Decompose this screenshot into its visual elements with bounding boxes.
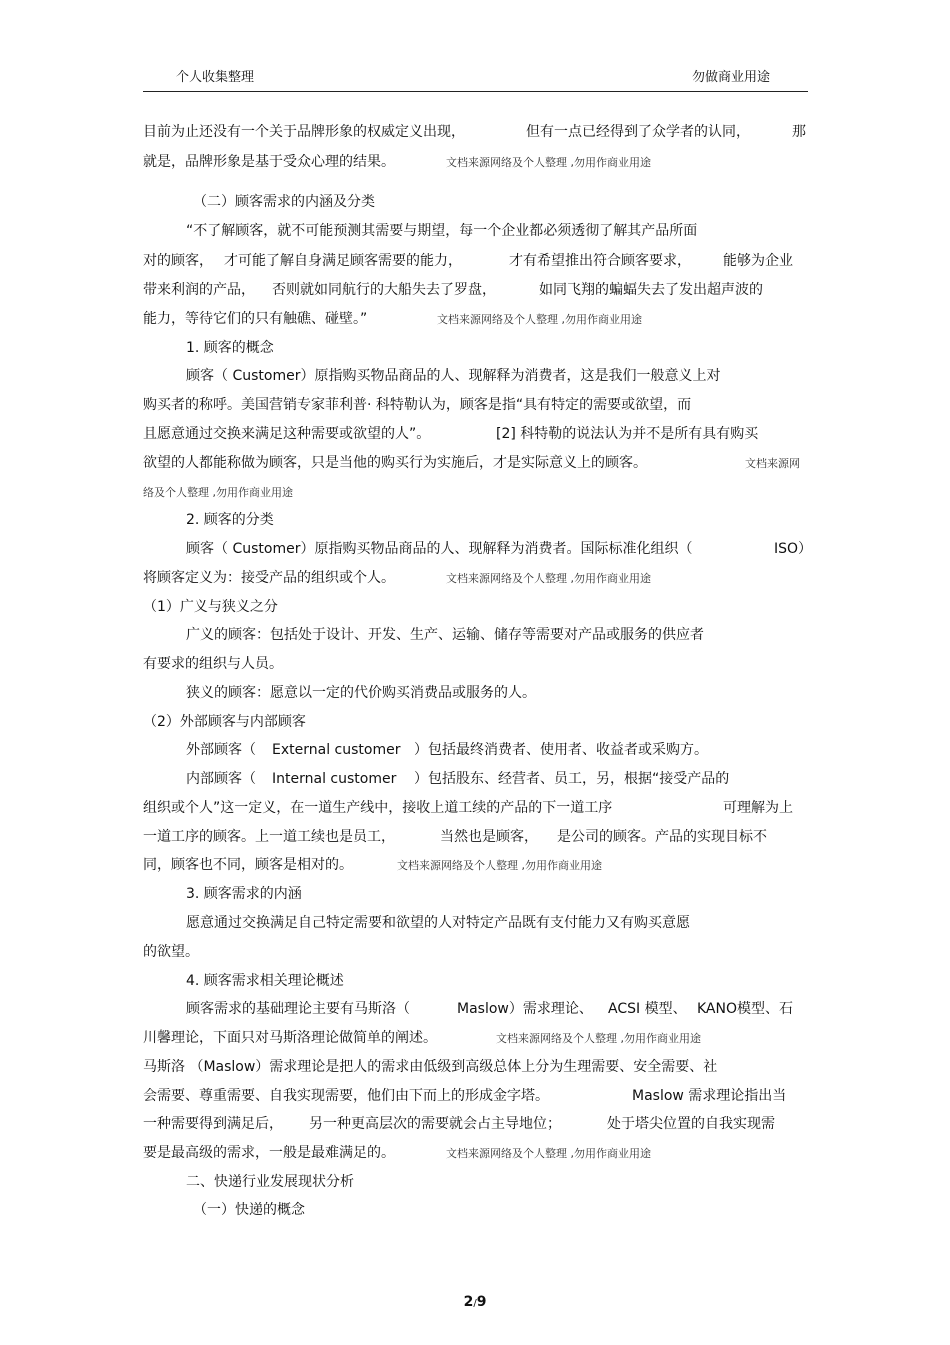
text-segment: 组织或个人”这一定义，在一道生产线中，接收上道工续的产品的下一道工序 <box>143 800 613 816</box>
text-segment: Internal customer <box>272 771 397 787</box>
text-segment: 顾客需求的基础理论主要有马斯洛（ <box>186 1001 410 1017</box>
text-line <box>0 1026 950 1050</box>
text-line <box>0 652 950 676</box>
text-segment: 处于塔尖位置的自我实现需 <box>607 1116 775 1132</box>
source-note: 文档来源网络及个人整理 ,勿用作商业用途 <box>397 859 602 872</box>
page-current: 2 <box>463 1294 474 1310</box>
text-segment: 且愿意通过交换来满足这种需要或欲望的人”。 <box>143 426 431 442</box>
text-line <box>0 120 950 144</box>
source-note: 文档来源网络及个人整理 ,勿用作商业用途 <box>446 572 651 585</box>
text-line <box>0 278 950 302</box>
text-segment: （一）快递的概念 <box>193 1202 305 1218</box>
text-segment: 的欲望。 <box>143 944 199 960</box>
text-segment: 二、快递行业发展现状分析 <box>186 1174 354 1190</box>
text-segment: 是公司的顾客。产品的实现目标不 <box>557 829 767 845</box>
text-line <box>0 595 950 619</box>
text-segment: 顾客（ Customer）原指购买物品商品的人、现解释为消费者。国际标准化组织（ <box>186 541 693 557</box>
text-segment: 就是，品牌形象是基于受众心理的结果。 <box>143 154 395 170</box>
text-segment: 马斯洛 （Maslow）需求理论是把人的需求由低级到高级总体上分为生理需要、安全需要、社 <box>143 1059 718 1075</box>
text-segment: 外部顾客（ <box>186 742 256 758</box>
text-segment: 广义的顾客：包括处于设计、开发、生产、运输、储存等需要对产品或服务的供应者 <box>186 627 704 643</box>
text-segment: （1）广义与狭义之分 <box>143 599 278 615</box>
text-segment: 带来利润的产品， <box>143 282 255 298</box>
text-line <box>0 566 950 590</box>
text-line <box>0 508 950 532</box>
text-line <box>0 422 950 446</box>
text-line <box>0 681 950 705</box>
text-line <box>0 364 950 388</box>
text-segment: 才有希望推出符合顾客要求， <box>509 253 691 269</box>
text-segment: 能力，等待它们的只有触礁、碰壁。” <box>143 311 368 327</box>
text-line <box>0 825 950 849</box>
text-segment: 对的顾客， <box>143 253 213 269</box>
text-segment: ISO） <box>774 541 813 557</box>
text-line <box>0 190 950 214</box>
text-segment: 有要求的组织与人员。 <box>143 656 283 672</box>
text-line <box>0 997 950 1021</box>
header-left-text: 个人收集整理 <box>176 70 255 85</box>
text-line <box>0 1170 950 1194</box>
text-segment: 同，顾客也不同，顾客是相对的。 <box>143 857 353 873</box>
text-segment: （二）顾客需求的内涵及分类 <box>193 194 375 210</box>
header-divider <box>143 91 808 92</box>
text-line <box>0 882 950 906</box>
text-segment: 如同飞翔的蝙蝠失去了发出超声波的 <box>539 282 763 298</box>
source-note: 络及个人整理 ,勿用作商业用途 <box>143 486 293 499</box>
text-segment: ACSI 模型、 <box>608 1001 687 1017</box>
page-separator: / <box>473 1298 477 1309</box>
text-line <box>0 1084 950 1108</box>
text-segment: Maslow）需求理论、 <box>457 1001 593 1017</box>
text-segment: 另一种更高层次的需要就会占主导地位； <box>309 1116 561 1132</box>
text-segment: 可理解为上 <box>723 800 793 816</box>
text-line <box>0 853 950 877</box>
header-right-text: 勿做商业用途 <box>692 70 771 85</box>
text-segment: 会需要、尊重需要、自我实现需要，他们由下而上的形成金字塔。 <box>143 1088 549 1104</box>
text-segment: 狭义的顾客：愿意以一定的代价购买消费品或服务的人。 <box>186 685 536 701</box>
text-line <box>0 1055 950 1079</box>
text-segment: （2）外部顾客与内部顾客 <box>143 714 306 730</box>
text-segment: 但有一点已经得到了众学者的认同， <box>526 124 750 140</box>
source-note: 文档来源网 <box>745 457 800 470</box>
text-segment: 1. 顾客的概念 <box>186 340 274 356</box>
text-line <box>0 393 950 417</box>
text-segment: 2. 顾客的分类 <box>186 512 274 528</box>
page-total: 9 <box>476 1294 487 1310</box>
text-line <box>0 451 950 475</box>
text-line <box>0 537 950 561</box>
text-segment: 内部顾客（ <box>186 771 256 787</box>
text-segment: 才可能了解自身满足顾客需要的能力， <box>224 253 462 269</box>
text-segment: 4. 顾客需求相关理论概述 <box>186 973 344 989</box>
text-segment: ）包括最终消费者、使用者、收益者或采购方。 <box>414 742 708 758</box>
text-segment: 3. 顾客需求的内涵 <box>186 886 302 902</box>
text-segment: 要是最高级的需求，一般是最难满足的。 <box>143 1145 395 1161</box>
text-segment: 欲望的人都能称做为顾客，只是当他的购买行为实施后，才是实际意义上的顾客。 <box>143 455 647 471</box>
text-segment: KANO模型、石 <box>697 1001 794 1017</box>
text-segment: 将顾客定义为：接受产品的组织或个人。 <box>143 570 395 586</box>
text-line <box>0 710 950 734</box>
source-note: 文档来源网络及个人整理 ,勿用作商业用途 <box>446 1147 651 1160</box>
source-note: 文档来源网络及个人整理 ,勿用作商业用途 <box>437 313 642 326</box>
text-line <box>0 796 950 820</box>
text-segment: 愿意通过交换满足自己特定需要和欲望的人对特定产品既有支付能力又有购买意愿 <box>186 915 690 931</box>
text-segment: 一道工序的顾客。上一道工续也是员工， <box>143 829 395 845</box>
text-segment: 否则就如同航行的大船失去了罗盘， <box>272 282 496 298</box>
text-line <box>0 1141 950 1165</box>
text-line <box>0 969 950 993</box>
text-segment: 购买者的称呼。美国营销专家菲利普· 科特勒认为，顾客是指“具有特定的需要或欲望，而 <box>143 397 692 413</box>
text-segment: 目前为止还没有一个关于品牌形象的权威定义出现， <box>143 124 465 140</box>
text-segment: “不了解顾客，就不可能预测其需要与期望，每一个企业都必须透彻了解其产品所面 <box>186 223 698 239</box>
text-segment: ）包括股东、经营者、员工，另，根据“接受产品的 <box>414 771 730 787</box>
text-line <box>0 738 950 762</box>
text-line <box>0 150 950 174</box>
text-line <box>0 1198 950 1222</box>
page-number <box>0 1294 950 1310</box>
text-line <box>0 336 950 360</box>
text-segment: 当然也是顾客， <box>440 829 538 845</box>
text-segment: 顾客（ Customer）原指购买物品商品的人、现解释为消费者，这是我们一般意义上对 <box>186 368 721 384</box>
text-line <box>0 480 950 504</box>
text-segment: [2] 科特勒的说法认为并不是所有具有购买 <box>496 426 759 442</box>
text-segment: Maslow 需求理论指出当 <box>632 1088 787 1104</box>
text-line <box>0 249 950 273</box>
text-line <box>0 219 950 243</box>
text-line <box>0 307 950 331</box>
text-segment: External customer <box>272 742 401 758</box>
text-line <box>0 940 950 964</box>
text-segment: 那 <box>792 124 806 140</box>
text-segment: 一种需要得到满足后， <box>143 1116 283 1132</box>
source-note: 文档来源网络及个人整理 ,勿用作商业用途 <box>496 1032 701 1045</box>
text-segment: 能够为企业 <box>723 253 793 269</box>
text-line <box>0 1112 950 1136</box>
text-line <box>0 911 950 935</box>
source-note: 文档来源网络及个人整理 ,勿用作商业用途 <box>446 156 651 169</box>
text-segment: 川馨理论，下面只对马斯洛理论做简单的阐述。 <box>143 1030 437 1046</box>
text-line <box>0 623 950 647</box>
text-line <box>0 767 950 791</box>
